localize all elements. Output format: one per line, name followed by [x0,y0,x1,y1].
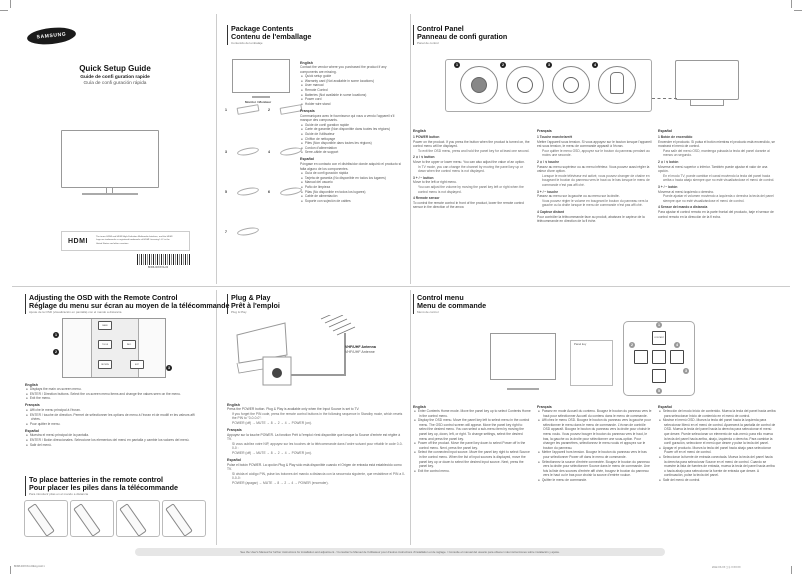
item-heading: 3 + / − button [413,175,434,180]
callout-number: 5 [658,389,660,393]
callout-number: 1 [658,323,660,327]
barcode [137,254,190,265]
item-heading: 4 Capteur distant [537,210,564,214]
batteries-header [25,476,178,496]
callout-number: 2 [502,63,504,67]
list-item: ● Mostrar el menú OSD. Mueva la tecla del panel hacia la izquierda para seleccionar Menú en el menú de control. Aparecerá la pantalla de control de OSD. Mueva la tecla del panel hacia la derecha para seleccionar el menú que desee. Puede seleccionar un elemento de sub-menú; para ello mueva la tecla del panel hacia arriba, abajo, izquierda o derecha. Para cambiar la confi guración, seleccione el menú que desee y pulse la tecla del panel. [658,418,776,446]
monitor-package-illustration [232,59,290,93]
paragraph: Passez au menu supérieur ou au menu inférieur. Vous pouvez aussi régler la valeur d'une option. [537,164,650,174]
callout-number: 3 [168,366,170,370]
note: En el modo TV, puede cambiar el canal moviendo la tecla del panel hacia arriba o hacia abajo siempre que no esté visualizándose el menú de control. [663,173,775,183]
language-heading: Français [300,108,315,113]
list-item: ● Power cord [300,97,402,102]
item-heading: 2 ∧ / ∨ button [413,155,435,160]
note: Vous pouvez régler le volume en bougeant le bouton du panneau vers la gauche ou la droite lorsque le menu de commande n'est pas affi ché. [542,198,648,208]
list-item: ● ENTER / touche de direction. Permet de sélectionner les options de menu à l'écran et de modifi er les valeurs affi chées. [25,413,205,422]
item-number: 2 [268,108,270,112]
accessory-illustration [237,226,260,237]
language-heading: Español [25,428,39,433]
section-title: Package Contents [231,24,294,33]
power-button-icon [563,77,579,93]
callout-number: 3 [685,369,687,373]
list-item: ● Display the OSD menu. Move the panel key left to select menu in the control menu. The OSD control screen will appear. Move the panel key right to select the desired menu. You can select a sub-menu item by moving the panel key up, down, left, or right. To change settings, select the desired menu and press the panel key. [413,418,531,441]
samsung-logo: SAMSUNG [26,25,76,46]
list-item: ● Selección del modo Inicio de contenido. Mueva la tecla del panel hacia arriba para seleccionar Inicio de contenido en el menú de control. [658,409,776,418]
callout-number: 3 [548,63,550,67]
section-title-es: Panel de control [417,41,439,45]
list-item: ● Seleccionar la fuente de entrada conectada. Mueva la tecla del panel hacia la derecha para seleccionar Source en el menú de control. Cuando se muestre la lista de fuentes de entrada, mueva la tecla del panel hacia arriba o hacia abajo para seleccionar la fuente de entrada que desee. A continuación, pulse la tecla del panel. [658,455,776,478]
item-heading: 1 POWER button [413,135,440,140]
section-title-es: Contenido del embalaje [231,41,263,45]
date-label: 2012-XX-XX 오후 X:XX:XX [712,566,741,569]
item-number: 6 [268,190,270,194]
power-key-icon [652,369,666,383]
page-title-es: Guía de confi guración rápida [83,81,147,86]
section-title-es: Plug & Play [231,310,247,314]
crop-mark [10,566,11,574]
paragraph: Passez au menu sur la gauche ou au menu sur la droite. [537,194,620,199]
list-item: ● Warranty card (Not available in some locations) [300,79,402,84]
control-menu-english [413,402,531,473]
crop-mark [791,0,792,8]
control-panel-english [413,126,531,210]
monitor-back-illustration [675,60,739,100]
list-item: ● Soporte con sujeción de cables [300,199,402,204]
list-item: ● Power off the product. Move the panel key down to select Power off in the control menu. Next, press the panel key. [413,441,531,450]
monitor-label: Monitor / Moniteur [245,100,272,104]
control-menu-french [537,402,653,483]
list-item: ● Quick setup guide [300,74,402,79]
package-contents-header [227,25,311,45]
paragraph: Move to the upper or lower menu. You can also adjust the value of an option. [413,160,525,165]
accessory-illustration [237,146,260,157]
antenna-connection-illustration [225,315,405,397]
accessory-illustration [237,186,260,197]
list-item: ● Select the connected input source. Move the panel key right to select Source in the control menu. When the list of input sources is displayed, move the panel key up or down to select the desired input source. Next, press the panel key. [413,450,531,468]
paragraph: Pour contrôler la télécommande face au produit, abaissez le capteur de la télécommande en direction de la fl èche. [537,214,645,224]
section-title-fr: Panneau de confi guration [417,32,508,41]
remote-key-info: INFO [122,340,136,349]
control-panel-spanish [658,126,776,219]
item-heading: 4 Sensor del mando a distancia [658,205,708,210]
section-title: Plug & Play [231,293,271,302]
divider [12,286,790,287]
list-item: ● Exit the menu. [25,396,205,401]
note: Lorsque le mode téléviseur est activé, vous pouvez changer de chaîne en bougeant le bouton du panneau vers le haut ou le bas lorsque le menu de commande n'est pas affi ché. [542,173,650,188]
item-heading: 1 Touche marche/arrêt [537,135,573,140]
plug-play-header [227,294,280,314]
osd-header [25,294,230,314]
footer-note: See the User's Manual for further instructions for installation and adjustment. / Consultez le Manuel de l'utilisateur pour d'autres instructions d'installation et de réglage. / Consulte el manual del usuario para obtener más instrucciones sobre instalación y ajuste. [240,550,560,554]
list-item: ● Mettre l'appareil hors tension. Bougez le bouton du panneau vers le bas pour sélectionner Power off dans le menu de commande. [537,450,653,459]
hdmi-logo: HDMI [68,237,88,245]
callout-number: 4 [676,343,678,347]
antenna-label: VHF/UHF Antenna [345,345,376,349]
item-number: 5 [225,190,227,194]
note: Si vous oubliez votre NIP, appuyez sur les touches de la télécommande dans l'ordre suivant pour rétablir le code 0-0-0-0 : [232,441,403,451]
section-title-fr: Contenu de l'emballage [231,32,312,41]
section-title-fr: Menu de commande [417,301,487,310]
list-item: ● Paño de limpieza [300,185,402,190]
paragraph: Press the POWER button. Plug & Play is available only when the Input Source is set to TV. [227,407,360,412]
paragraph: Contact the vendor where you purchased the product if any components are missing. [300,65,387,74]
paragraph: Power on the product. If you press the button when the product is turned on, the control menu will be displayed. [413,139,530,149]
item-heading: 2 ∧ / ∨ touche [537,160,560,165]
list-item: ● Sélectionnez la source d'entrée connectée. Bougez le bouton du panneau vers la droite pour sélectionner Source dans le menu de commande. Une fois la liste des sources d'entrée affi chée, bougez le bouton du panneau vers le haut ou le bas pour choisir la source d'entrée voulue. [537,460,653,478]
section-title: To place batteries in the remote control [29,475,164,484]
power-button-icon [471,77,487,93]
control-menu-spanish [658,402,776,483]
list-item: ● ENTER / Botón direccionales. Seleccione los elementos del menú en pantalla y cambie los valores del menú. [25,438,205,443]
remote-key-menu: MENU [98,321,112,330]
paragraph: Moverse al menú izquierdo o derecho. [658,189,715,194]
monitor-back-stand [690,100,724,106]
section-title-es: Para introducir pilas en el mando a distancia [29,492,89,496]
callout-number: 1 [55,333,57,337]
plug-play-text [227,400,405,486]
item-number: 3 [225,150,227,154]
panel-key-inset [570,340,613,386]
power-button-icon [517,77,533,93]
section-title-es: Menú de control [417,310,439,314]
paragraph: Appuyez sur la touche POWER. La fonction Prêt à l'emploi n'est disponible que lorsque la Source d'entrée est réglée à TV. [227,432,401,442]
monitor-base [507,388,539,390]
list-item: ● Salir del menú de control. [658,478,776,483]
osd-text [25,380,205,447]
list-item: ● Holder wire stand [300,102,402,107]
list-item: ● Guide de confi guration rapide [300,123,402,128]
divider [410,290,411,545]
divider [216,290,217,545]
paragraph: Pulse el botón POWER. La opción Plug & Play sólo está disponible cuando el Origen de entrada está establecido como TV. [227,462,402,472]
item-heading: 4 Remote sensor [413,196,440,201]
antenna-label-fr: VHF/UHF Antenne [345,350,375,354]
cover-titles [40,64,190,86]
note: POWER (off) → MUTE → 8 → 2 → 4 → POWER (on). [232,420,312,425]
package-contents-text [300,58,402,203]
crop-mark [794,10,802,11]
crop-mark [0,10,8,11]
list-item: ● Quitter le menu de commande. [537,478,653,483]
language-heading: English [413,404,426,409]
list-item: ● Affi che le menu principal à l'écran. [25,408,205,413]
hdmi-notice: The terms HDMI and HDMI High-Definition Multimedia Interface, and the HDMI Logo are trademarks or registered trademarks of HDMI Licensing LLC in the United States and other countries. [95,235,173,245]
language-heading: Español [227,458,241,463]
list-item: ● Salir del menú. [25,443,205,448]
divider [216,14,217,284]
section-title-fr: Pour placer les piles dans la télécommande [29,483,179,492]
language-heading: English [300,60,313,65]
callout-number: 2 [631,343,633,347]
list-item: ● Affi chez le menu OSD. Bougez le bouton du panneau vers la gauche pour sélectionner le menu dans le menu de commande. L'écran de contrôle OSD apparaît. Bougez le bouton du panneau vers la droite pour choisir le menu voulu. Vous pouvez bouger le bouton du panneau vers le haut, le bas, la gauche ou la droite pour sélectionner une sous-option. Pour changer les paramètres, sélectionnez le menu voulu et appuyez sur le bouton du panneau. [537,418,653,450]
list-item: ● Muestra el menú principal de la pantalla. [25,433,205,438]
connector-line [652,98,677,99]
accessory-illustration [237,104,260,115]
list-item: ● Exit the control menu. [413,469,531,474]
callout-number: 2 [55,350,57,354]
list-item: ● Guía de confi guración rápida [300,171,402,176]
footer-note-bar [135,548,665,556]
note: POWER (off) → MUTE → 8 → 2 → 4 → POWER (on). [232,450,312,455]
language-heading: Français [537,404,552,409]
paragraph: Mettre l'appareil sous tension. Si vous appuyez sur le bouton lorsque l'appareil est sous tension, le menu de commande apparaît à l'écran. [537,139,652,149]
paragraph: Move to the left or right menu. [413,180,457,185]
list-item: ● Pilas (No disponible en todos los lugares) [300,190,402,195]
language-heading: Español [300,157,314,162]
note: Pour quitter le menu OSD, appuyez sur le bouton du panneau pendant au moins une seconde. [542,148,650,158]
remote-key-return: RETURN [98,360,112,369]
list-item: ● Batteries (Not available in some locations) [300,93,402,98]
monitor-base [252,96,270,98]
language-heading: Français [25,403,40,408]
control-menu-header [413,294,486,314]
paragraph: Para ajustar el control remoto en la parte frontal del producto, baje el sensor de control remoto en la dirección de la fl echa. [658,210,774,219]
list-item: ● Piles (Non disponible dans toutes les régions) [300,141,402,146]
item-heading: 3 + / − touche [537,189,559,194]
menu-key-icon [634,350,648,364]
paragraph: Communiquez avec le fournisseur qui vous a vendu l'appareil s'il manque des composants. [300,113,395,123]
list-item: ● Displays the main on-screen menu. [25,387,205,392]
content-key-icon: CONTENT [652,331,666,345]
paragraph: To control the remote control in front of the product, lower the remote control sensor in the direction of the arrow. [413,200,525,210]
language-heading: English [413,128,426,133]
paragraph: Moverse al menú superior o inferior. También puede ajustar el valor de una opción. [658,164,768,174]
page-title: Quick Setup Guide [79,64,151,73]
list-item: ● Guide de l'utilisateur [300,132,402,137]
accessory-illustration [280,186,303,197]
list-item: ● Serre-câble de support [300,150,402,155]
language-heading: Español [658,404,672,409]
monitor-illustration [490,333,556,380]
item-number: 7 [225,230,227,234]
item-number: 4 [268,150,270,154]
section-title-es: Ajuste de la OSD (visualización en pantalla) con el mando a distancia [29,310,122,314]
item-number: 1 [225,108,227,112]
item-heading: 2 ∧ / ∨ botón [658,160,679,165]
remote-sensor-icon [610,72,624,94]
note: Para salir del menú OSD, mantenga pulsada la tecla del panel durante al menos un segundo. [663,148,770,158]
callout-number: 1 [456,63,458,67]
language-heading: English [227,402,240,407]
control-panel-french [537,126,653,224]
language-heading: Español [658,128,672,133]
note: If you forget the PIN code, press the remote control buttons in the following sequence in Standby mode, which resets the PIN to "0-0-0-0": [232,411,403,421]
accessory-illustration [280,146,303,157]
item-heading: 3 + / − botón [658,185,678,190]
section-title: Adjusting the OSD with the Remote Control [29,293,178,302]
language-heading: Français [227,427,242,432]
source-key-icon [670,350,684,364]
remote-illustration [62,318,166,378]
remote-key-tools: TOOLS [98,340,112,349]
note: Puede ajustar el volumen moviendo a izquierda o derecha la tecla del panel siempre que no esté visualizándose el menú de control. [663,194,774,203]
list-item: ● Passez en mode Accueil du contenu. Bougez le bouton du panneau vers le haut pour sélectionner Accueil du contenu dans le menu de commande. [537,409,653,418]
list-item: ● Cable de alimentación [300,194,402,199]
section-title: Control Panel [417,24,464,33]
list-item: ● Cordon d'alimentation [300,146,402,151]
list-item: ● Apagar el producto. Mueva la tecla del panel hacia abajo para seleccionar Power off en el menú de control. [658,446,776,455]
section-title: Control menu [417,293,464,302]
note: You can adjust the volume by moving the panel key left or right when the control menu is not displayed. [418,185,524,194]
page-title-fr: Guide de confi guration rapide [80,75,150,80]
control-panel-header [413,25,507,45]
language-heading: Français [537,128,552,133]
note: To exit the OSD menu, press and hold the panel key for at least one second. [418,148,530,153]
monitor-base [82,193,138,195]
list-item: ● ENTER / Direction buttons. Select the on-screen menu items and change the values seen on the menu. [25,392,205,397]
crop-mark [791,566,792,574]
list-item: ● Manual del usuario [300,180,402,185]
callout-number: 4 [594,63,596,67]
barcode-code: BN68-00XXXA-00 [148,266,169,269]
accessory-illustration [280,104,303,115]
note: Si olvida el código PIN, pulse los botones del mando a distancia con la secuencia siguiente, que restablece el PIN a 0-0-0-0: [232,471,406,481]
section-title-fr: Réglage du menu sur écran au moyen de la télécommande [29,301,230,310]
list-item: ● Enter Contents Home mode. Move the panel key up to select Contents Home in the control menu. [413,409,531,418]
list-item: ● Tarjeta de garantía (No disponible en todos los lugares) [300,176,402,181]
monitor-illustration [61,130,159,188]
file-label: BN68-00XXXA-00Eng.indd 1 [14,565,45,568]
list-item: ● User manual [300,83,402,88]
language-heading: English [25,382,38,387]
panel-key-label: Panel key [574,342,587,346]
crop-mark [10,0,11,8]
section-title-fr: Prêt à l'emploi [231,301,280,310]
note: POWER (apagar) → MUTE → 8 → 2 → 4 → POWER (encender). [232,481,329,485]
divider [410,14,411,284]
paragraph: Encender el producto. Si pulsa el botón mientras el producto está encendido, se mostrará el menú de control. [658,139,775,149]
return-key-icon [652,350,666,364]
item-heading: 1 Botón de encendido [658,135,693,140]
list-item: ● Chiffon de nettoyage [300,137,402,142]
list-item: ● Carte de garantie (Non disponible dans toutes les régions) [300,127,402,132]
note: In TV mode, you can change the channel by moving the panel key up or down when the control menu is not displayed. [418,164,523,174]
list-item: ● Remote Control [300,88,402,93]
paragraph: Póngase en contacto con el distribuidor donde adquirió el producto si falta alguno de los componentes. [300,161,401,171]
remote-key-exit: EXIT [130,360,144,369]
list-item: ● Pour quitter le menu. [25,422,205,427]
hdmi-notice-box [61,231,190,251]
